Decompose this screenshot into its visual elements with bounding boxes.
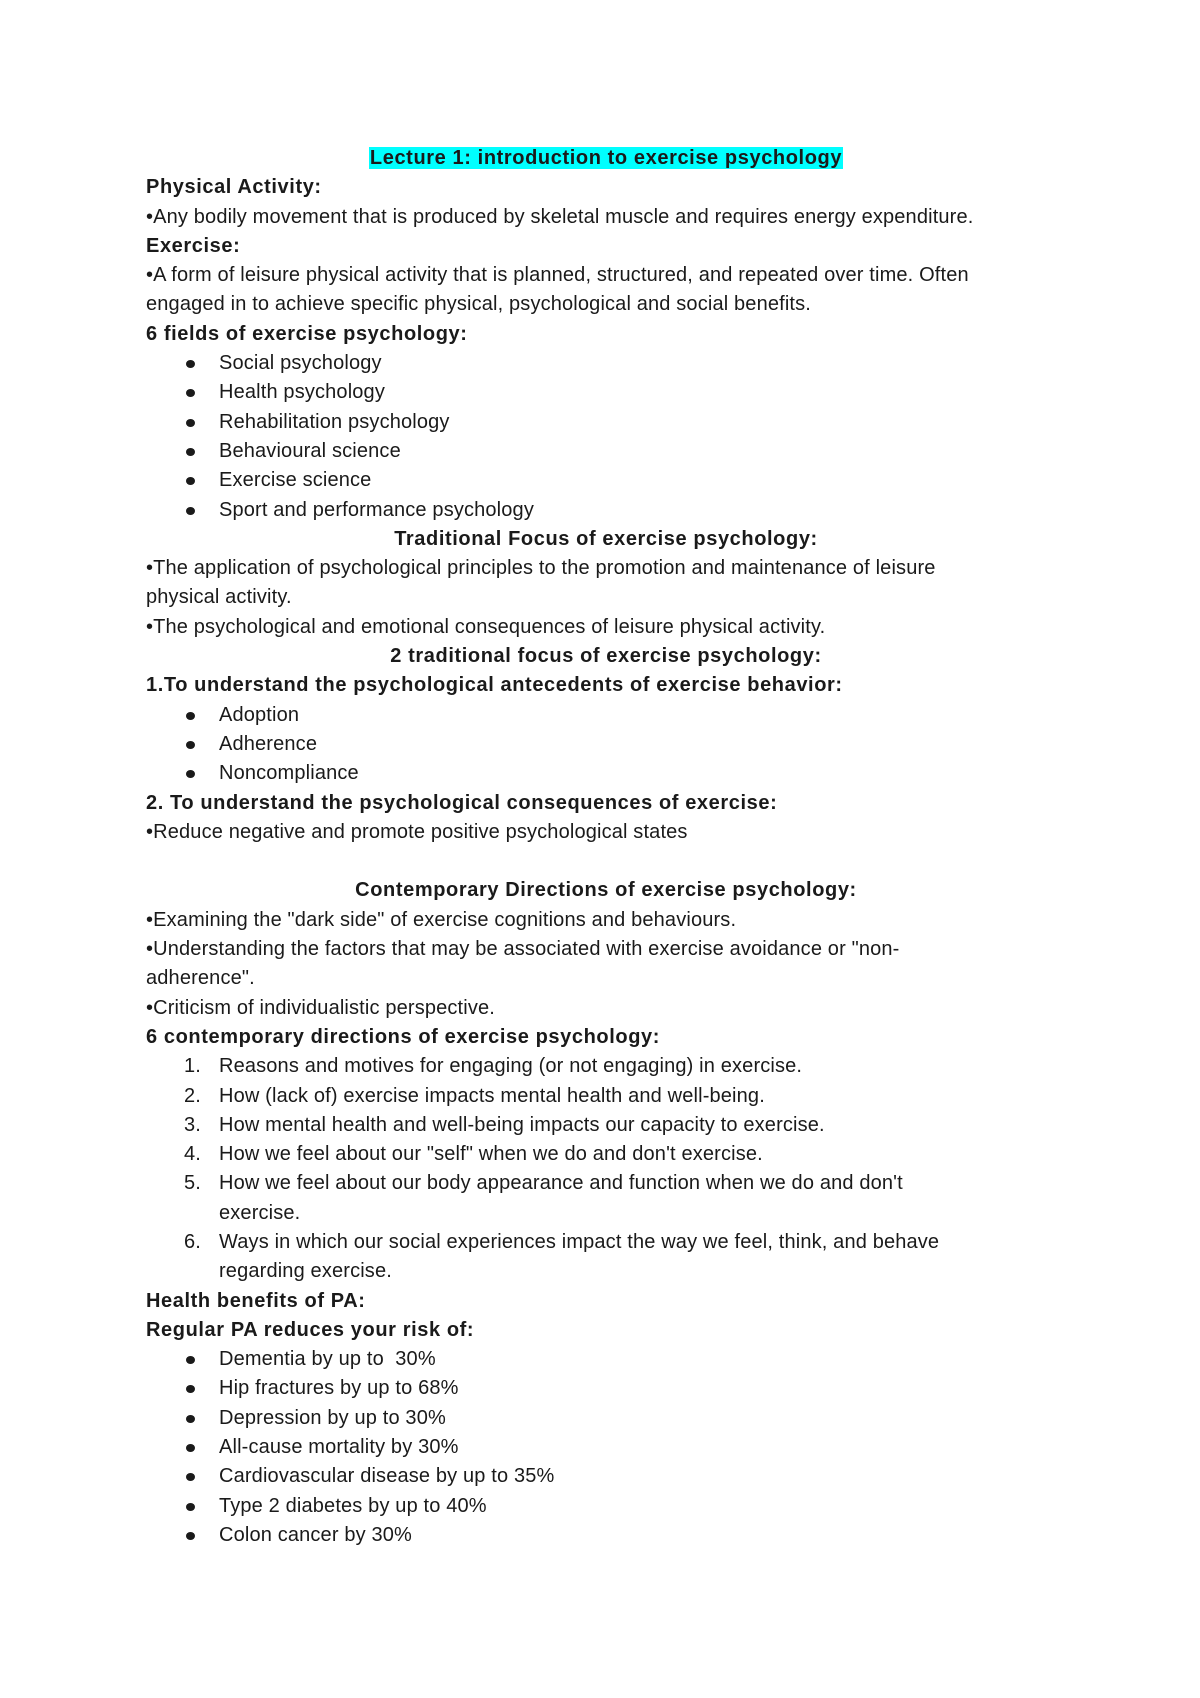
bullet-icon — [186, 419, 195, 427]
traditional-focus-point-2: •The psychological and emotional consequences of leisure physical activity. — [146, 615, 826, 638]
contemporary-point-2-line-1: •Understanding the factors that may be associated with exercise avoidance or "non- — [146, 938, 900, 961]
list-item: Rehabilitation psychology — [146, 408, 1066, 437]
list-item: Sport and performance psychology — [146, 496, 1066, 525]
list-item: Behavioural science — [146, 437, 1066, 466]
bullet-icon — [186, 389, 195, 397]
list-item: Adherence — [146, 730, 1066, 759]
list-item: Health psychology — [146, 378, 1066, 407]
bullet-icon — [186, 477, 195, 485]
list-item: Exercise science — [146, 466, 1066, 495]
traditional-focus-point-1-line-2: physical activity. — [146, 586, 292, 609]
contemporary-point-1: •Examining the "dark side" of exercise cognitions and behaviours. — [146, 908, 737, 931]
two-traditional-sub-1-heading: 1.To understand the psychological antecedents of exercise behavior: — [146, 674, 843, 697]
list-item: Social psychology — [146, 349, 1066, 378]
list-item: Type 2 diabetes by up to 40% — [146, 1492, 1066, 1521]
physical-activity-heading: Physical Activity: — [146, 176, 322, 199]
bullet-icon — [186, 1385, 195, 1393]
bullet-icon — [186, 712, 195, 720]
contemporary-point-2-line-2: adherence". — [146, 967, 255, 990]
bullet-icon — [186, 360, 195, 368]
list-item: Colon cancer by 30% — [146, 1521, 1066, 1550]
two-traditional-heading: 2 traditional focus of exercise psychology: — [390, 645, 822, 668]
blank-line — [146, 847, 1066, 876]
health-benefits-heading: Health benefits of PA: — [146, 1289, 366, 1312]
bullet-icon — [186, 1415, 195, 1423]
document-page — [146, 144, 1066, 1550]
list-item: Cardiovascular disease by up to 35% — [146, 1462, 1066, 1491]
exercise-heading: Exercise: — [146, 234, 241, 257]
contemporary-directions-list — [146, 1052, 1066, 1286]
list-item: All-cause mortality by 30% — [146, 1433, 1066, 1462]
two-traditional-sub-2-point: •Reduce negative and promote positive psychological states — [146, 820, 688, 843]
contemporary-point-3: •Criticism of individualistic perspective. — [146, 996, 495, 1019]
health-benefits-subheading: Regular PA reduces your risk of: — [146, 1318, 475, 1341]
bullet-icon — [186, 1532, 195, 1540]
exercise-definition-line-1: •A form of leisure physical activity that is planned, structured, and repeated over time. Often — [146, 264, 969, 287]
contemporary-heading: Contemporary Directions of exercise psychology: — [355, 879, 857, 902]
list-item: 1. Reasons and motives for engaging (or not engaging) in exercise. — [184, 1055, 803, 1078]
bullet-icon — [186, 1356, 195, 1364]
antecedents-list — [146, 701, 1066, 789]
bullet-icon — [186, 770, 195, 778]
list-item: Dementia by up to 30% — [146, 1345, 1066, 1374]
bullet-icon — [186, 507, 195, 515]
list-item: Depression by up to 30% — [146, 1404, 1066, 1433]
bullet-icon — [186, 1503, 195, 1511]
traditional-focus-heading: Traditional Focus of exercise psychology: — [394, 527, 818, 550]
fields-list — [146, 349, 1066, 525]
list-item: Adoption — [146, 701, 1066, 730]
physical-activity-definition: •Any bodily movement that is produced by skeletal muscle and requires energy expenditure. — [146, 205, 974, 228]
list-item: 5. How we feel about our body appearance and function when we do and don't exercise. — [184, 1172, 903, 1224]
bullet-icon — [186, 1473, 195, 1481]
document-title-row — [146, 144, 1066, 173]
six-contemporary-heading: 6 contemporary directions of exercise psychology: — [146, 1025, 660, 1048]
list-item: 6. Ways in which our social experiences impact the way we feel, think, and behave regarding exercise. — [184, 1230, 940, 1283]
traditional-focus-point-1-line-1: •The application of psychological principles to the promotion and maintenance of leisure — [146, 557, 936, 580]
list-item: 3. How mental health and well-being impacts our capacity to exercise. — [184, 1113, 825, 1136]
bullet-icon — [186, 1444, 195, 1452]
document-title: Lecture 1: introduction to exercise psychology — [369, 147, 843, 169]
bullet-icon — [186, 448, 195, 456]
list-item: Hip fractures by up to 68% — [146, 1374, 1066, 1403]
list-item: 4. How we feel about our "self" when we do and don't exercise. — [184, 1143, 763, 1166]
fields-heading: 6 fields of exercise psychology: — [146, 322, 468, 345]
exercise-definition-line-2: engaged in to achieve specific physical, psychological and social benefits. — [146, 293, 811, 316]
list-item: 2. How (lack of) exercise impacts mental health and well-being. — [184, 1084, 765, 1107]
list-item: Noncompliance — [146, 759, 1066, 788]
bullet-icon — [186, 741, 195, 749]
health-benefits-list — [146, 1345, 1066, 1550]
two-traditional-sub-2-heading: 2. To understand the psychological consequences of exercise: — [146, 791, 778, 814]
